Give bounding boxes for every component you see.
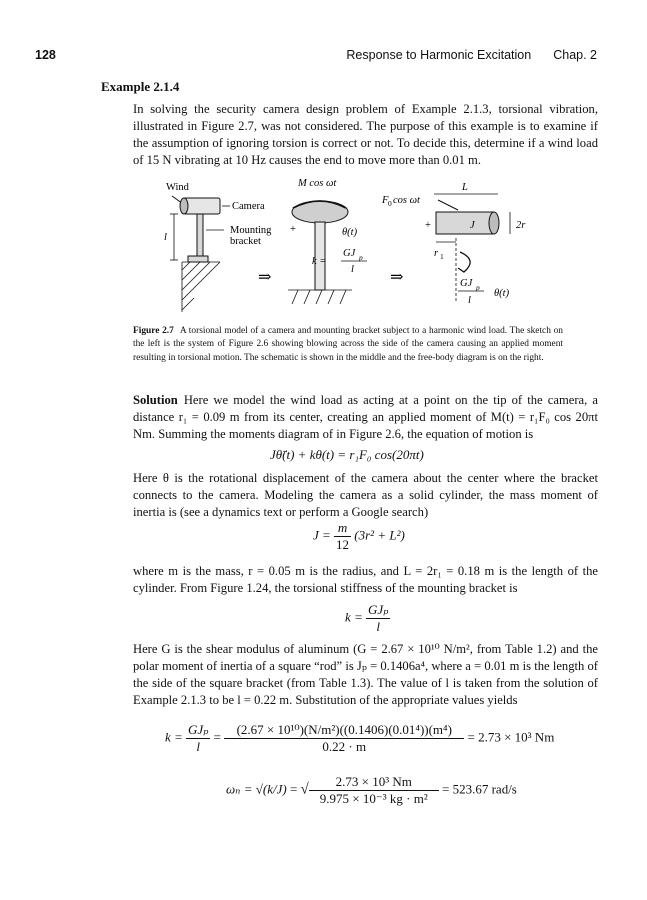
fig-label-camera: Camera — [232, 201, 265, 212]
solution-paragraph-3: where m is the mass, r = 0.05 m is the radius, and L = 2r₁ = 0.18 m is the length of the cylinder. From Figure 1.24, the torsional stiffness of the mounting bracket is — [133, 564, 598, 595]
fig-label-gjp-right: GJ — [460, 278, 473, 289]
eq-k2-value-frac — [224, 722, 464, 755]
solution-paragraph-1 — [133, 392, 598, 443]
fig-label-bracket: bracket — [230, 236, 261, 247]
fig-label-force: F — [382, 195, 389, 206]
eq-k2-equals: = — [213, 729, 221, 745]
fig-label-l: l — [164, 232, 167, 243]
rotation-arrow — [458, 252, 470, 272]
chapter-label: Chap. 2 — [553, 48, 597, 62]
solution-paragraph-2: Here θ is the rotational displacement of the camera about the center where the bracket connects to the camera. Modeling the camera as a solid cylinder, the mass moment of inertia is (see a dynamics text or perform a Google search) — [133, 471, 598, 519]
equation-inertia — [313, 520, 405, 553]
fig-label-force-rest: cos ωt — [393, 195, 420, 206]
figure-caption — [133, 325, 563, 365]
eq-k2-sym-num: GJₚ — [188, 722, 209, 737]
example-intro: In solving the security camera design problem of Example 2.1.3, torsional vibration, illustrated in Figure 2.7, was not considered. The purpose of this example is to examine if the assumption of ignoring torsion is correct or not. To decide this, determine if a wind load of 15 N vibrating at 10 Hz causes the end to move more than 0.01 m. — [133, 102, 598, 167]
eq-J-num: m — [334, 520, 351, 537]
eq-J-den: 12 — [336, 537, 350, 552]
solution-text-1: Here we model the wind load as acting at a point on the tip of the camera, a distance r₁ = 0.09 m from its center, creating an applied moment of M(t) = r₁F₀ cos 20πt Nm. Summing the moments diagram of in Figure 2.6, the equation of motion is — [133, 393, 598, 441]
eq-wn-num: 2.73 × 10³ Nm — [309, 774, 439, 791]
caption-text: A torsional model of a camera and mounting bracket subject to a harmonic wind load. The sketch on the left is the system of Figure 2.6 showing blowing across the side of the camera causing an applied moment resulting in torsional motion. The schematic is shown in the middle and the free-body diagram is on the right. — [133, 326, 563, 363]
caption-label: Figure 2.7 — [133, 326, 174, 336]
eq-J-lhs: J = — [313, 527, 331, 543]
running-header — [346, 48, 597, 62]
eq-k2-sym-den: l — [196, 739, 201, 754]
fig-label-theta-mid: θ(t) — [342, 227, 358, 238]
fig-label-mounting: Mounting — [230, 225, 272, 236]
equation-of-motion: Jθ̈(t) + kθ(t) = r₁F₀ cos(20πt) — [270, 447, 424, 462]
eq-k-lhs: k = — [345, 609, 363, 625]
fig-label-gjp-right-den: l — [468, 295, 471, 306]
force-arrow — [438, 200, 458, 210]
eq-k-num: GJₚ — [368, 602, 389, 617]
eq-k2-den: 0.22 · m — [322, 739, 367, 754]
ground-hatch — [288, 290, 352, 304]
solution-paragraph-4: Here G is the shear modulus of aluminum (G = 2.67 × 10¹⁰ N/m², from Table 1.2) and the polar moment of inertia of a square “rod” is Jₚ = 0.1406a⁴, where a = 0.01 m is the length of the side of the square bracket (from Table 1.3). The value of l is taken from the solution of Example 2.1.3 to be l = 0.22 m. Substitution of the appropriate values yields — [133, 642, 598, 707]
eq-wn-sqrt: √(k/J) — [255, 781, 287, 797]
fig-label-gjp-sub: p — [359, 253, 363, 262]
figure-2-7 — [160, 172, 560, 322]
eq-k2-result: = 2.73 × 10³ Nm — [467, 729, 555, 745]
bracket-post — [197, 214, 203, 262]
wall-hatch — [182, 262, 220, 312]
fig-label-2r: 2r — [516, 220, 526, 231]
fig-label-wind: Wind — [166, 182, 189, 193]
bracket-base — [188, 256, 208, 262]
fig-label-gjp-right-sub: p — [476, 283, 480, 292]
fig-label-gjp: GJ — [343, 248, 356, 259]
eq-wn-result: = 523.67 rad/s — [442, 781, 517, 797]
fig-arrow-2: ⇒ — [390, 269, 404, 286]
solution-label: Solution — [133, 393, 178, 407]
fig-label-theta-right: θ(t) — [494, 288, 510, 299]
eq-J-frac — [334, 520, 351, 553]
eq-k2-lhs: k = — [165, 729, 183, 745]
fig-label-r1-sub: 1 — [440, 252, 444, 261]
fig-label-r1: r — [434, 248, 439, 259]
eq-wn-den: 9.975 × 10⁻³ kg · m² — [319, 791, 428, 806]
eq-wn-frac — [309, 774, 439, 807]
eq-wn-lhs: ωₙ = — [226, 781, 253, 797]
example-title: Example 2.1.4 — [101, 79, 180, 94]
fig-label-plus-right: + — [425, 220, 431, 231]
eq-wn-equals: = — [289, 781, 298, 797]
eq-k2-num: (2.67 × 10¹⁰)(N/m²)((0.1406)(0.01⁴))(m⁴) — [224, 722, 464, 739]
equation-natural-frequency — [226, 774, 517, 807]
running-title: Response to Harmonic Excitation — [346, 48, 532, 62]
eq-k2-sym-frac — [186, 722, 210, 755]
eq-k-frac — [366, 602, 390, 635]
fig-label-gjp-den: l — [351, 264, 354, 275]
fig-label-k: k = — [312, 256, 327, 267]
fig-label-force-sub: 0 — [388, 199, 392, 208]
cylinder — [436, 212, 499, 234]
equation-stiffness — [345, 602, 390, 635]
fig-label-plus-mid: + — [290, 224, 296, 235]
eq-J-rhs: (3r² + L²) — [354, 527, 405, 543]
equation-stiffness-value — [165, 722, 554, 755]
disk — [292, 201, 348, 223]
fig-label-L: L — [462, 182, 468, 193]
fig-arrow-1: ⇒ — [258, 269, 272, 286]
fig-label-J: J — [470, 220, 475, 231]
eq-wn-radical: √ — [300, 781, 309, 798]
page-number: 128 — [35, 48, 56, 62]
camera-body — [180, 198, 220, 214]
fig-label-moment: M cos ωt — [298, 178, 337, 189]
eq-k-den: l — [376, 619, 381, 634]
